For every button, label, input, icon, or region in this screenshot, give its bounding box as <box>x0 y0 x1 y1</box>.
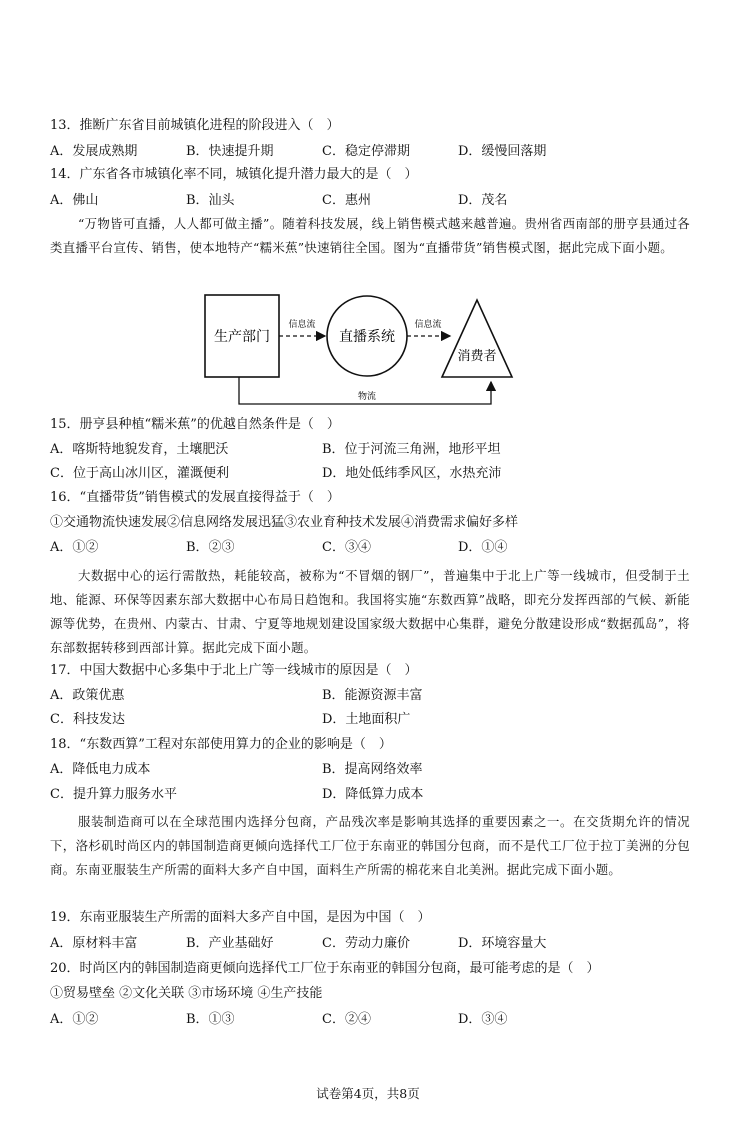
info-flow-label-1: 信息流 <box>288 320 316 330</box>
q15-option-d: D．地处低纬季风区，水热充沛 <box>322 466 502 481</box>
q15-option-c: C．位于高山冰川区，灌溉便利 <box>50 466 229 481</box>
q18-option-b: B．提高网络效率 <box>322 762 423 777</box>
consumer-triangle <box>442 300 512 377</box>
q19-option-d: D．环境容量大 <box>458 936 547 951</box>
passage-data-centers: 大数据中心的运行需散热，耗能较高，被称为“不冒烟的钢厂”，普遍集中于北上广等一线城市，但受制于土地、能源、环保等因素东部大数据中心布局日趋饱和。我国将实施“东数西算”战略，即充分发挥西部的气候、新能源等优势，在贵州、内蒙古、甘肃、宁夏等地规划建设国家级大数据中心集群，避免分散建设形成“数据孤岛”，将东部数据转移到西部计算。据此完成下面小题。 <box>50 568 690 655</box>
q17-option-b: B．能源资源丰富 <box>322 688 423 703</box>
q16-option-b: B．②③ <box>186 540 235 555</box>
q15-stem: 15．册亨县种植“糯米蕉”的优越自然条件是（ ） <box>50 417 340 432</box>
live-system-label: 直播系统 <box>339 329 395 345</box>
q19-option-b: B．产业基础好 <box>186 936 274 951</box>
logistics-label: 物流 <box>357 392 377 402</box>
q18-option-a: A．降低电力成本 <box>50 762 151 777</box>
passage-livestream: “万物皆可直播，人人都可做主播”。随着科技发展，线上销售模式越来越普遍。贵州省西南部的册亨县通过各类直播平台宣传、销售，使本地特产“糯米蕉”快速销往全国。图为“直播带货”销售模式图，据此完成下面小题。 <box>50 216 690 255</box>
q13-option-d: D．缓慢回落期 <box>458 144 547 159</box>
q15-option-a: A．喀斯特地貌发育，土壤肥沃 <box>50 442 229 457</box>
q16-option-d: D．①④ <box>458 540 508 555</box>
q13-option-a: A．发展成熟期 <box>50 144 138 159</box>
q20-stem: 20．时尚区内的韩国制造商更倾向选择代工厂位于东南亚的韩国分包商，最可能考虑的是（ ） <box>50 961 600 976</box>
q20-option-a: A．①② <box>50 1012 99 1027</box>
q17-option-c: C．科技发达 <box>50 712 125 727</box>
q19-option-a: A．原材料丰富 <box>50 936 138 951</box>
q16-option-c: C．③④ <box>322 540 371 555</box>
q13-stem: 13．推断广东省目前城镇化进程的阶段进入（ ） <box>50 118 340 133</box>
q20-option-c: C．②④ <box>322 1012 371 1027</box>
q17-option-a: A．政策优惠 <box>50 688 125 703</box>
page-footer: 试卷第4页，共8页 <box>316 1086 420 1101</box>
q20-option-d: D．③④ <box>458 1012 508 1027</box>
q20-items: ①贸易壁垒 ②文化关联 ③市场环境 ④生产技能 <box>50 986 323 1001</box>
q19-option-c: C．劳动力廉价 <box>322 936 410 951</box>
info-flow-label-2: 信息流 <box>414 320 442 330</box>
q17-stem: 17．中国大数据中心多集中于北上广等一线城市的原因是（ ） <box>50 663 418 678</box>
livestream-sales-diagram <box>195 290 515 415</box>
q14-option-c: C．惠州 <box>322 193 371 208</box>
q14-option-d: D．茂名 <box>458 193 508 208</box>
q13-option-b: B．快速提升期 <box>186 144 274 159</box>
producer-label: 生产部门 <box>214 329 270 345</box>
passage-garment-manufacturing: 服装制造商可以在全球范围内选择分包商，产品残次率是影响其选择的重要因素之一。在交货期允许的情况下，洛杉矶时尚区内的韩国制造商更倾向选择代工厂位于东南亚的韩国分包商，而不是代工厂位于拉丁美洲的分包商。东南亚服装生产所需的面料大多产自中国，面料生产所需的棉花来自北美洲。据此完成下面小题。 <box>50 814 690 877</box>
q19-stem: 19．东南亚服装生产所需的面料大多产自中国，是因为中国（ ） <box>50 910 431 925</box>
consumer-label: 消费者 <box>457 349 497 364</box>
q16-option-a: A．①② <box>50 540 99 555</box>
q20-option-b: B．①③ <box>186 1012 235 1027</box>
q18-stem: 18．“东数西算”工程对东部使用算力的企业的影响是（ ） <box>50 737 392 752</box>
q18-option-c: C．提升算力服务水平 <box>50 787 177 802</box>
q14-stem: 14．广东省各市城镇化率不同，城镇化提升潜力最大的是（ ） <box>50 167 418 182</box>
q14-option-b: B．汕头 <box>186 193 235 208</box>
q16-items: ①交通物流快速发展②信息网络发展迅猛③农业育种技术发展④消费需求偏好多样 <box>50 515 519 530</box>
q18-option-d: D．降低算力成本 <box>322 787 424 802</box>
q16-stem: 16．“直播带货”销售模式的发展直接得益于（ ） <box>50 490 340 505</box>
q15-option-b: B．位于河流三角洲，地形平坦 <box>322 442 501 457</box>
q14-option-a: A．佛山 <box>50 193 99 208</box>
q13-option-c: C．稳定停滞期 <box>322 144 410 159</box>
q17-option-d: D．土地面积广 <box>322 712 411 727</box>
